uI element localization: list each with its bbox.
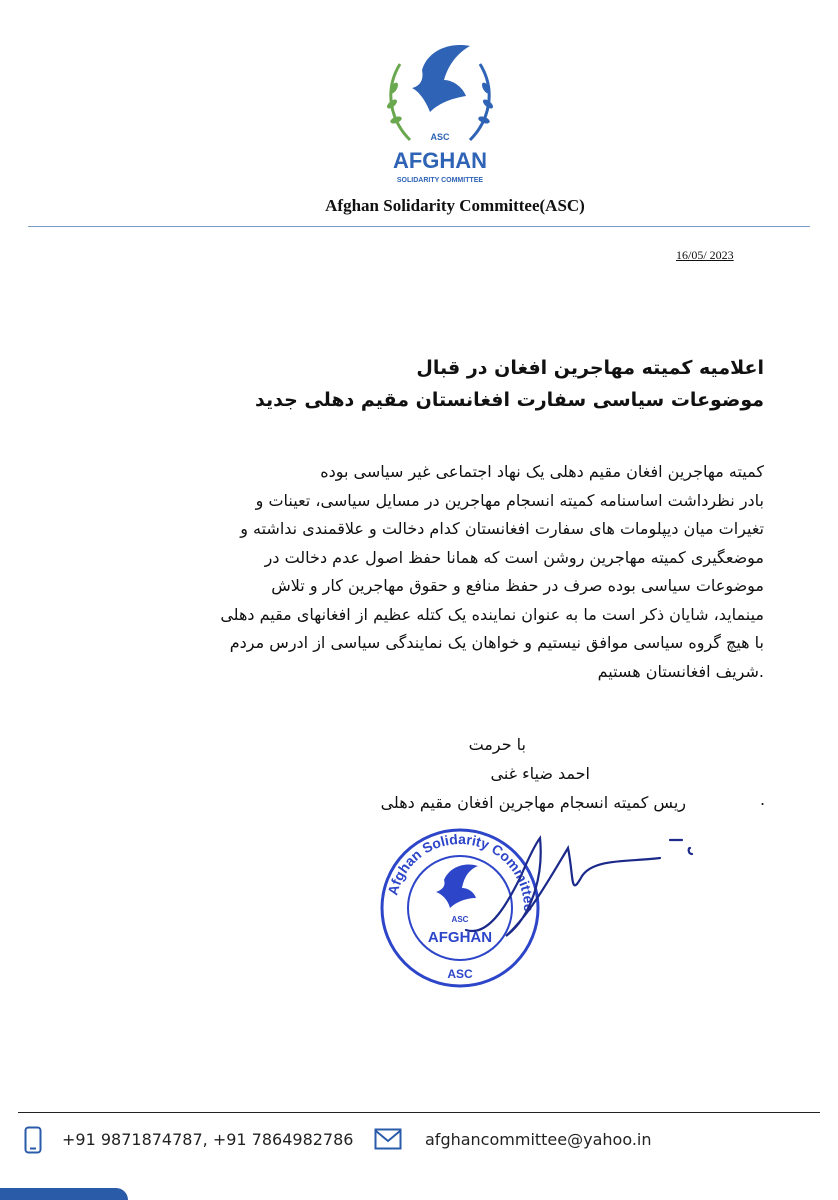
stamp-badge-text: ASC	[451, 915, 469, 924]
stamp-ring-text: Afghan Solidarity Committee	[384, 830, 538, 912]
body-line: کمیته مهاجرین افغان مقیم دهلی یک نهاد اجتماعی غیر سیاسی بوده	[320, 462, 764, 481]
header-divider	[28, 226, 810, 227]
stamp-dove-icon	[436, 865, 478, 908]
phone-numbers[interactable]: +91 9871874787, +91 7864982786	[62, 1130, 354, 1149]
body-line: .شریف افغانستان هستیم	[597, 661, 764, 681]
trailing-mark: .	[760, 790, 766, 809]
asc-logo	[370, 40, 510, 200]
dove-icon	[412, 45, 470, 112]
title-line: موضوعات سیاسی سفارت افغانستان مقیم دهلی جدید	[254, 389, 764, 411]
signatory-name: احمد ضیاء غنی	[490, 764, 590, 783]
letter-title	[255, 352, 764, 416]
letter-date: 16/05/ 2023	[676, 248, 734, 262]
footer-accent-bar	[0, 1188, 128, 1200]
email-address[interactable]: afghancommittee@yahoo.in	[425, 1130, 652, 1149]
footer-contact	[0, 1122, 838, 1162]
body-line: مینماید، شایان ذکر است ما به عنوان نماینده یک کتله عظیم از افغانهای مقیم دهلی	[220, 604, 764, 624]
body-line: تغیرات میان دیپلومات های سفارت افغانستان کدام دخالت و علاقمندی نداشته و	[240, 519, 764, 538]
body-line: بادر نظرداشت اساسنامه کمیته انسجام مهاجرین در مسایل سیاسی، تعینات و	[255, 490, 764, 510]
signatory-position: ریس کمیته انسجام مهاجرین افغان مقیم دهلی	[380, 793, 686, 812]
logo-tagline: SOLIDARITY COMMITTEE	[396, 177, 484, 184]
envelope-icon	[374, 1128, 402, 1150]
letter-body	[74, 458, 764, 686]
organization-name: Afghan Solidarity Committee(ASC)	[325, 196, 585, 215]
stamp-wordmark: AFGHAN	[427, 929, 493, 946]
mobile-phone-icon	[24, 1126, 42, 1154]
logo-badge-text: ASC	[430, 132, 450, 142]
footer-divider	[18, 1112, 820, 1113]
logo-wordmark: AFGHAN	[392, 148, 488, 173]
official-stamp	[370, 818, 700, 998]
body-line: با هیچ گروه سیاسی موافق نیستیم و خواهان یک نمایندگی سیاسی از ادرس مردم	[229, 633, 764, 652]
body-line: موضعگیری کمیته مهاجرین روشن است که همانا حفظ اصول عدم دخالت در	[264, 547, 764, 567]
title-line: اعلامیه کمیته مهاجرین افغان در قبال	[416, 357, 764, 379]
letter-closing	[166, 730, 686, 817]
stamp-bottom-text: ASC	[447, 967, 473, 981]
body-line: موضوعات سیاسی بوده صرف در حفظ منافع و حقوق مهاجرین کار و تلاش	[271, 576, 764, 595]
salutation: با حرمت	[468, 735, 526, 754]
